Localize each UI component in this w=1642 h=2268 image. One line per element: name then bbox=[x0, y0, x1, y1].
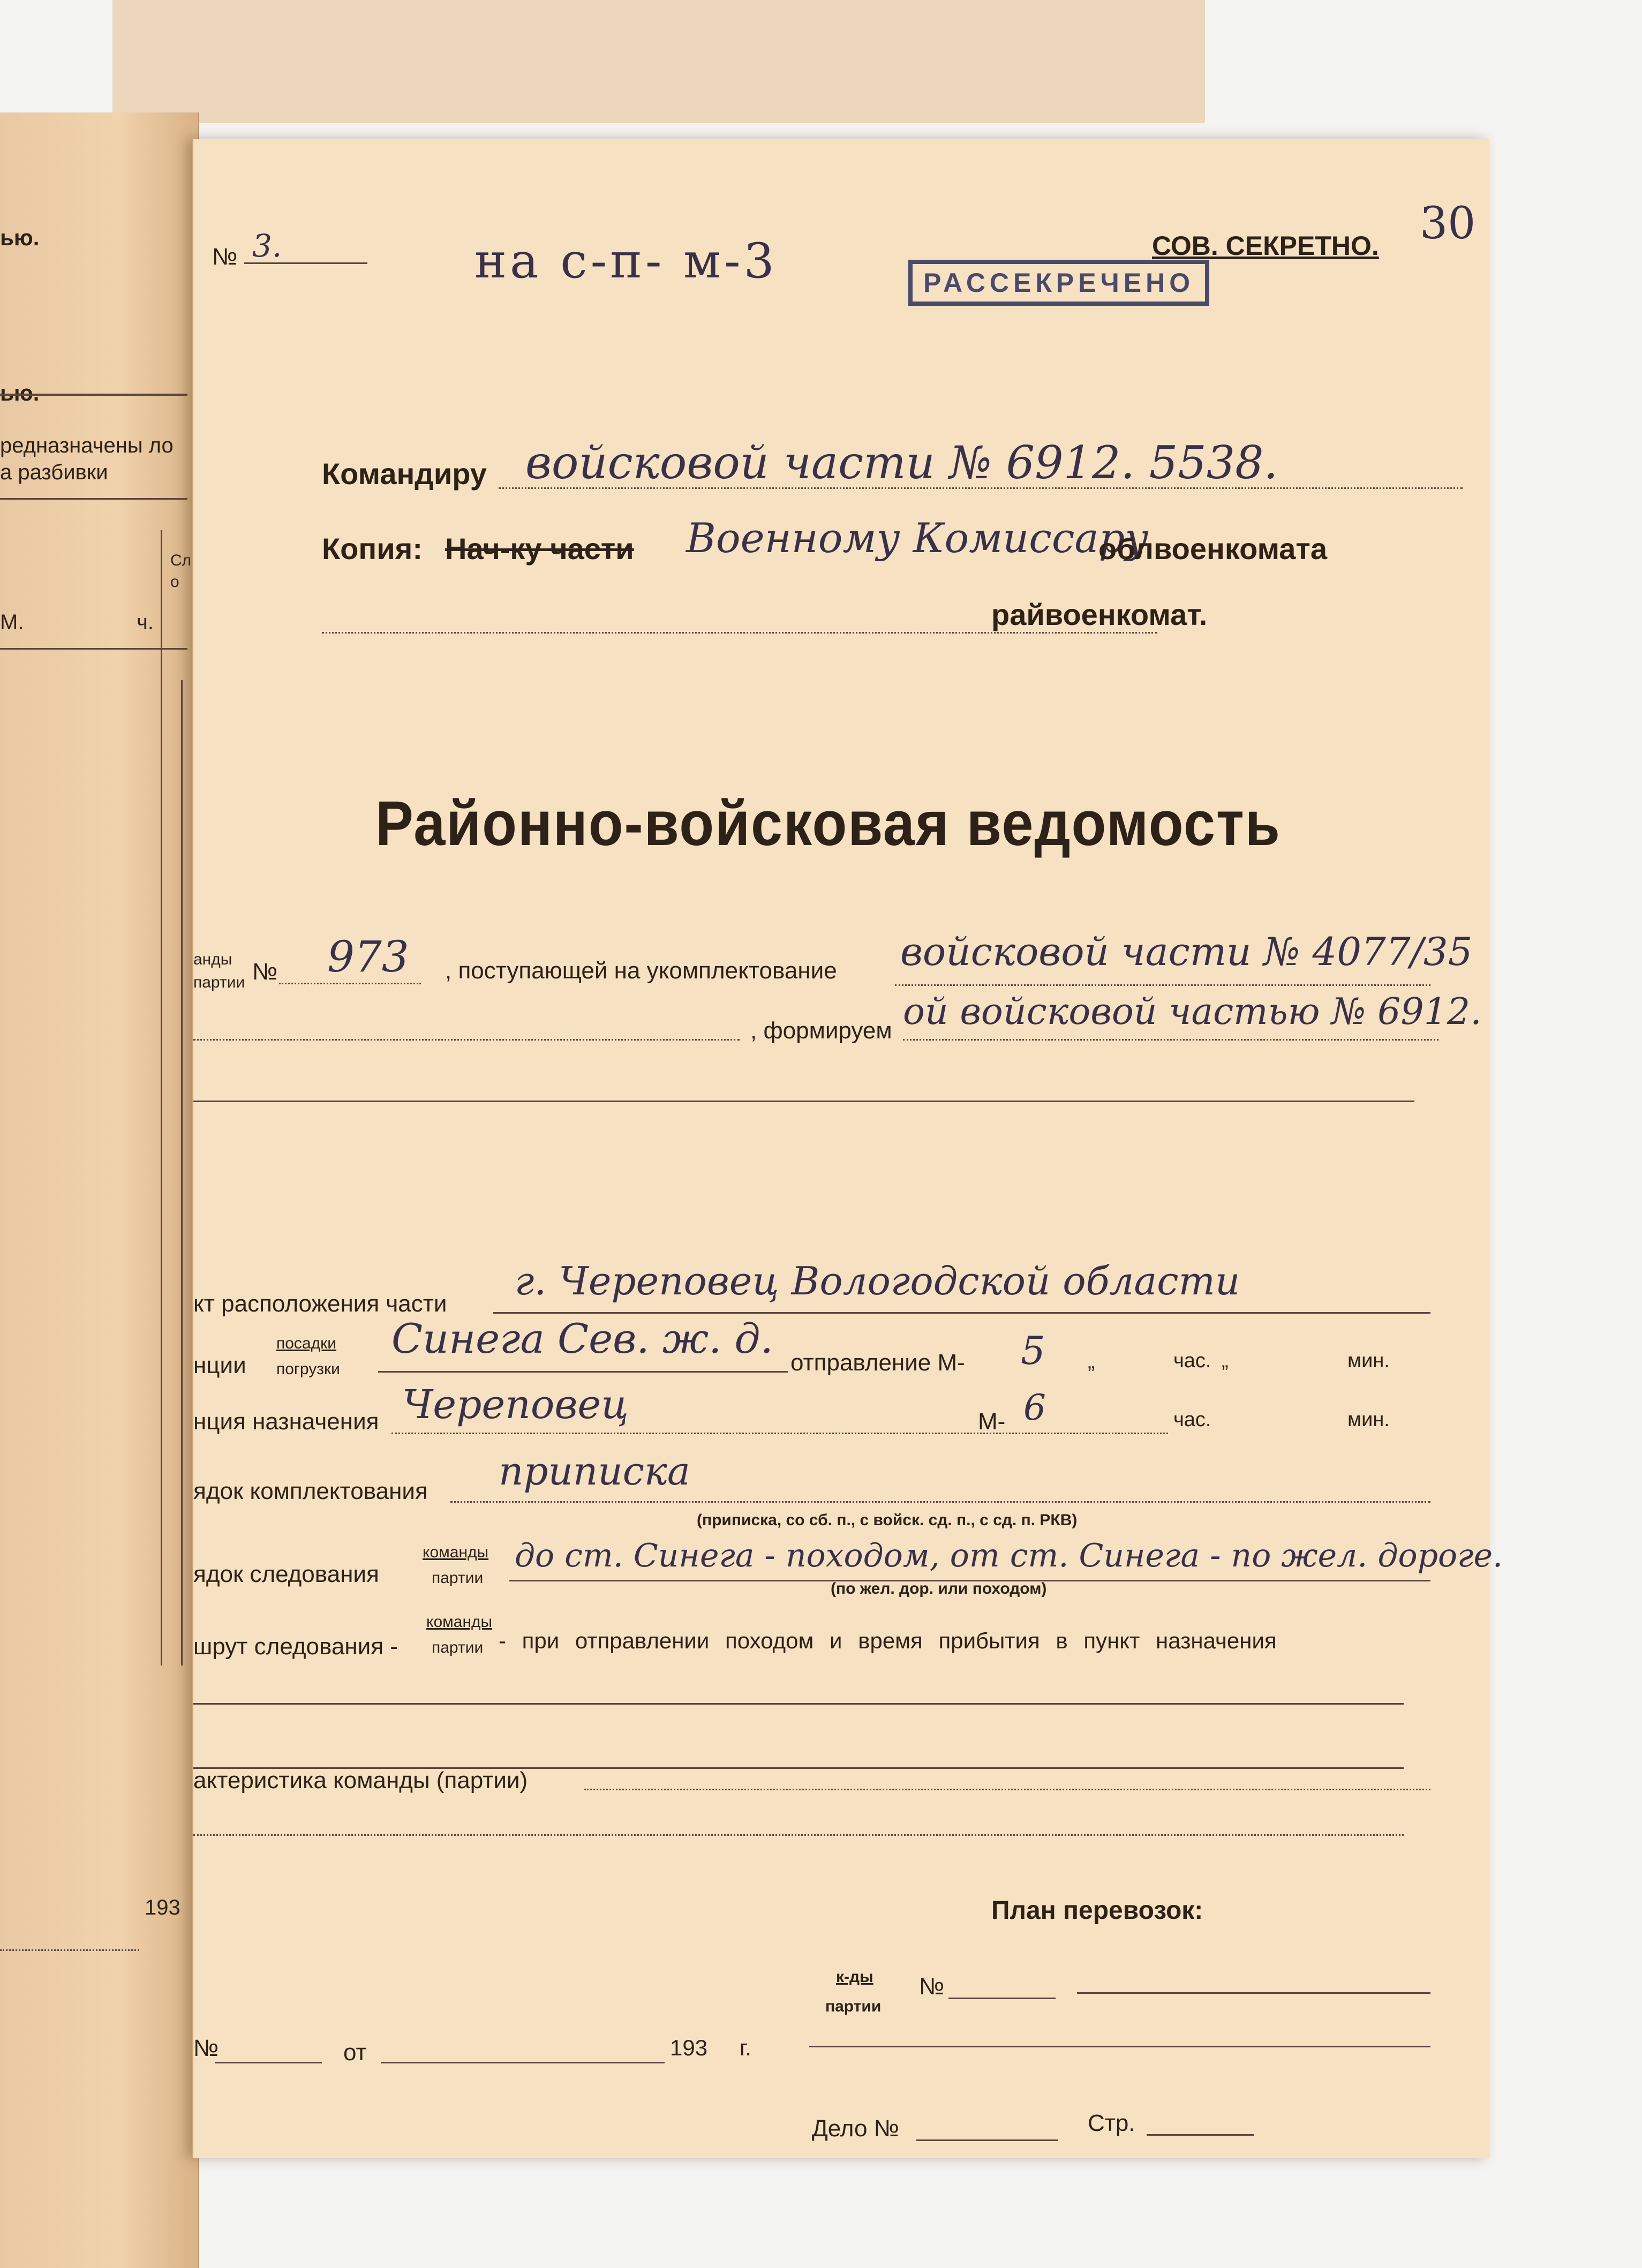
page-number: 30 bbox=[1420, 198, 1476, 249]
row1-num-value: 973 bbox=[327, 932, 409, 982]
copy-struck-text: Нач-ку части bbox=[445, 532, 634, 566]
background-page-top bbox=[112, 0, 1205, 123]
row4-m-value: 5 bbox=[1021, 1328, 1045, 1373]
blank-line bbox=[193, 1101, 1414, 1102]
case-label: Дело № bbox=[812, 2115, 899, 2142]
left-page-fragment: а разбивки bbox=[0, 461, 108, 484]
copy-value: Военному Комиссару bbox=[686, 514, 1149, 562]
row5-m-value: 6 bbox=[1023, 1387, 1046, 1428]
row1-intro: , поступающей на укомплектование bbox=[445, 958, 837, 984]
document-title: Районно-войсковая ведомость bbox=[375, 788, 1281, 859]
row3-line bbox=[493, 1312, 1430, 1314]
left-page-fragment: М. bbox=[0, 611, 24, 634]
row4-line bbox=[378, 1371, 788, 1373]
row6-hint: (приписка, со сб. п., с войск. сд. п., с сд. п. РКВ) bbox=[697, 1511, 1078, 1529]
left-page-fragment: ч. bbox=[137, 611, 154, 634]
left-page-rule bbox=[181, 680, 183, 1666]
kdy-bottom: партии bbox=[825, 1998, 882, 2015]
kdy-num: № bbox=[919, 1973, 945, 2000]
row4-label: нции bbox=[193, 1352, 246, 1378]
district-line bbox=[322, 632, 1157, 634]
row9-label: актеристика команды (партии) bbox=[193, 1767, 528, 1794]
row1-num-line bbox=[279, 983, 421, 984]
number-value: 3. bbox=[252, 228, 282, 264]
handwritten-reference: на с-п- м-3 bbox=[474, 233, 778, 289]
row2-blank-line bbox=[193, 1039, 740, 1041]
row6-line bbox=[450, 1501, 1430, 1503]
commander-line bbox=[499, 487, 1463, 489]
row5-minutes: мин. bbox=[1347, 1408, 1390, 1431]
left-page-rule bbox=[0, 1949, 139, 1951]
date-num-line bbox=[215, 2062, 322, 2063]
left-page-rule bbox=[0, 498, 187, 500]
kdy-top: к-ды bbox=[836, 1968, 873, 1986]
row1-label-top: анды bbox=[193, 951, 232, 968]
date-from-line bbox=[381, 2062, 665, 2063]
row7-hint: (по жел. дор. или походом) bbox=[831, 1580, 1047, 1598]
row4-hours: час. bbox=[1173, 1350, 1211, 1372]
blank-line bbox=[193, 1703, 1404, 1705]
commander-label: Командиру bbox=[322, 457, 487, 491]
row3-label: кт расположения части bbox=[193, 1291, 447, 1317]
copy-label: Копия: bbox=[322, 532, 423, 566]
row4-value: Синега Сев. ж. д. bbox=[391, 1315, 773, 1362]
left-page-rule bbox=[161, 530, 162, 1666]
plan-line bbox=[809, 2046, 1430, 2047]
row6-value: приписка bbox=[499, 1449, 690, 1494]
left-page-fragment: о bbox=[170, 573, 179, 591]
plan-title: План перевозок: bbox=[991, 1896, 1203, 1925]
row2-value-line bbox=[903, 1039, 1438, 1041]
date-g: г. bbox=[740, 2035, 751, 2060]
row5-label: нция назначения bbox=[193, 1408, 379, 1435]
row5-m-label: М- bbox=[978, 1408, 1006, 1435]
row8-sub-bottom: партии bbox=[432, 1639, 484, 1656]
left-page-fragment: ью. bbox=[0, 380, 40, 405]
row6-label: ядок комплектования bbox=[193, 1478, 428, 1504]
left-page-fragment: 193 bbox=[145, 1896, 180, 1919]
date-year: 193 bbox=[670, 2035, 708, 2060]
row9-line bbox=[584, 1789, 1430, 1790]
row2-label: , формируем bbox=[750, 1018, 892, 1044]
row5-line bbox=[391, 1433, 1168, 1434]
left-page-rule bbox=[0, 394, 187, 396]
left-page-fragment: Сл bbox=[170, 552, 192, 569]
number-underline bbox=[244, 262, 367, 264]
declassified-stamp: РАССЕКРЕЧЕНО bbox=[908, 260, 1209, 306]
page-line bbox=[1147, 2134, 1254, 2136]
number-label: № bbox=[212, 244, 238, 270]
row4-comma: „ bbox=[1088, 1350, 1095, 1373]
date-num-label: № bbox=[193, 2035, 219, 2061]
row4-minutes: мин. bbox=[1347, 1350, 1390, 1372]
row7-sub-top: команды bbox=[423, 1543, 489, 1561]
row5-hours: час. bbox=[1173, 1408, 1211, 1431]
page-label: Стр. bbox=[1088, 2110, 1135, 2136]
left-page-fragment: ью. bbox=[0, 225, 40, 250]
row2-value: ой войсковой частью № 6912. bbox=[903, 991, 1482, 1033]
row1-value: войсковой части № 4077/35 bbox=[900, 929, 1473, 974]
secrecy-label: СОВ. СЕКРЕТНО. bbox=[1152, 231, 1379, 261]
row5-value: Череповец bbox=[402, 1382, 629, 1428]
row1-label-bottom: партии bbox=[193, 974, 245, 991]
row3-value: г. Череповец Вологодской области bbox=[515, 1259, 1240, 1303]
commander-value: войсковой части № 6912. 5538. bbox=[525, 436, 1278, 489]
kdy-num-line bbox=[948, 1998, 1056, 1999]
case-line bbox=[916, 2139, 1058, 2141]
row4-depart-label: отправление М- bbox=[790, 1350, 965, 1376]
form-page bbox=[192, 139, 1503, 2158]
row1-value-line bbox=[895, 984, 1430, 986]
row4-quote: „ bbox=[1222, 1350, 1229, 1372]
blank-line bbox=[193, 1834, 1404, 1836]
row4-sub-top: посадки bbox=[276, 1335, 337, 1352]
row8-label: шрут следования - bbox=[193, 1633, 398, 1660]
row8-sub-top: команды bbox=[426, 1613, 493, 1631]
row7-label: ядок следования bbox=[193, 1561, 379, 1587]
left-page-rule bbox=[0, 648, 187, 650]
kdy-line bbox=[1077, 1992, 1430, 1994]
row8-text: - при отправлении походом и время прибытия в пункт назначения bbox=[499, 1628, 1277, 1653]
left-page bbox=[0, 112, 199, 2268]
row7-sub-bottom: партии bbox=[432, 1569, 484, 1587]
district-label: райвоенкомат. bbox=[991, 598, 1208, 631]
row7-value: до ст. Синега - походом, от ст. Синега - по жел. дороге. bbox=[515, 1537, 1503, 1574]
row4-sub-bottom: погрузки bbox=[276, 1360, 340, 1378]
copy-suffix: облвоенкомата bbox=[1098, 532, 1327, 566]
row1-num-label: № bbox=[252, 959, 278, 985]
date-from-label: от bbox=[343, 2039, 367, 2066]
left-page-fragment: редназначены ло bbox=[0, 434, 174, 457]
